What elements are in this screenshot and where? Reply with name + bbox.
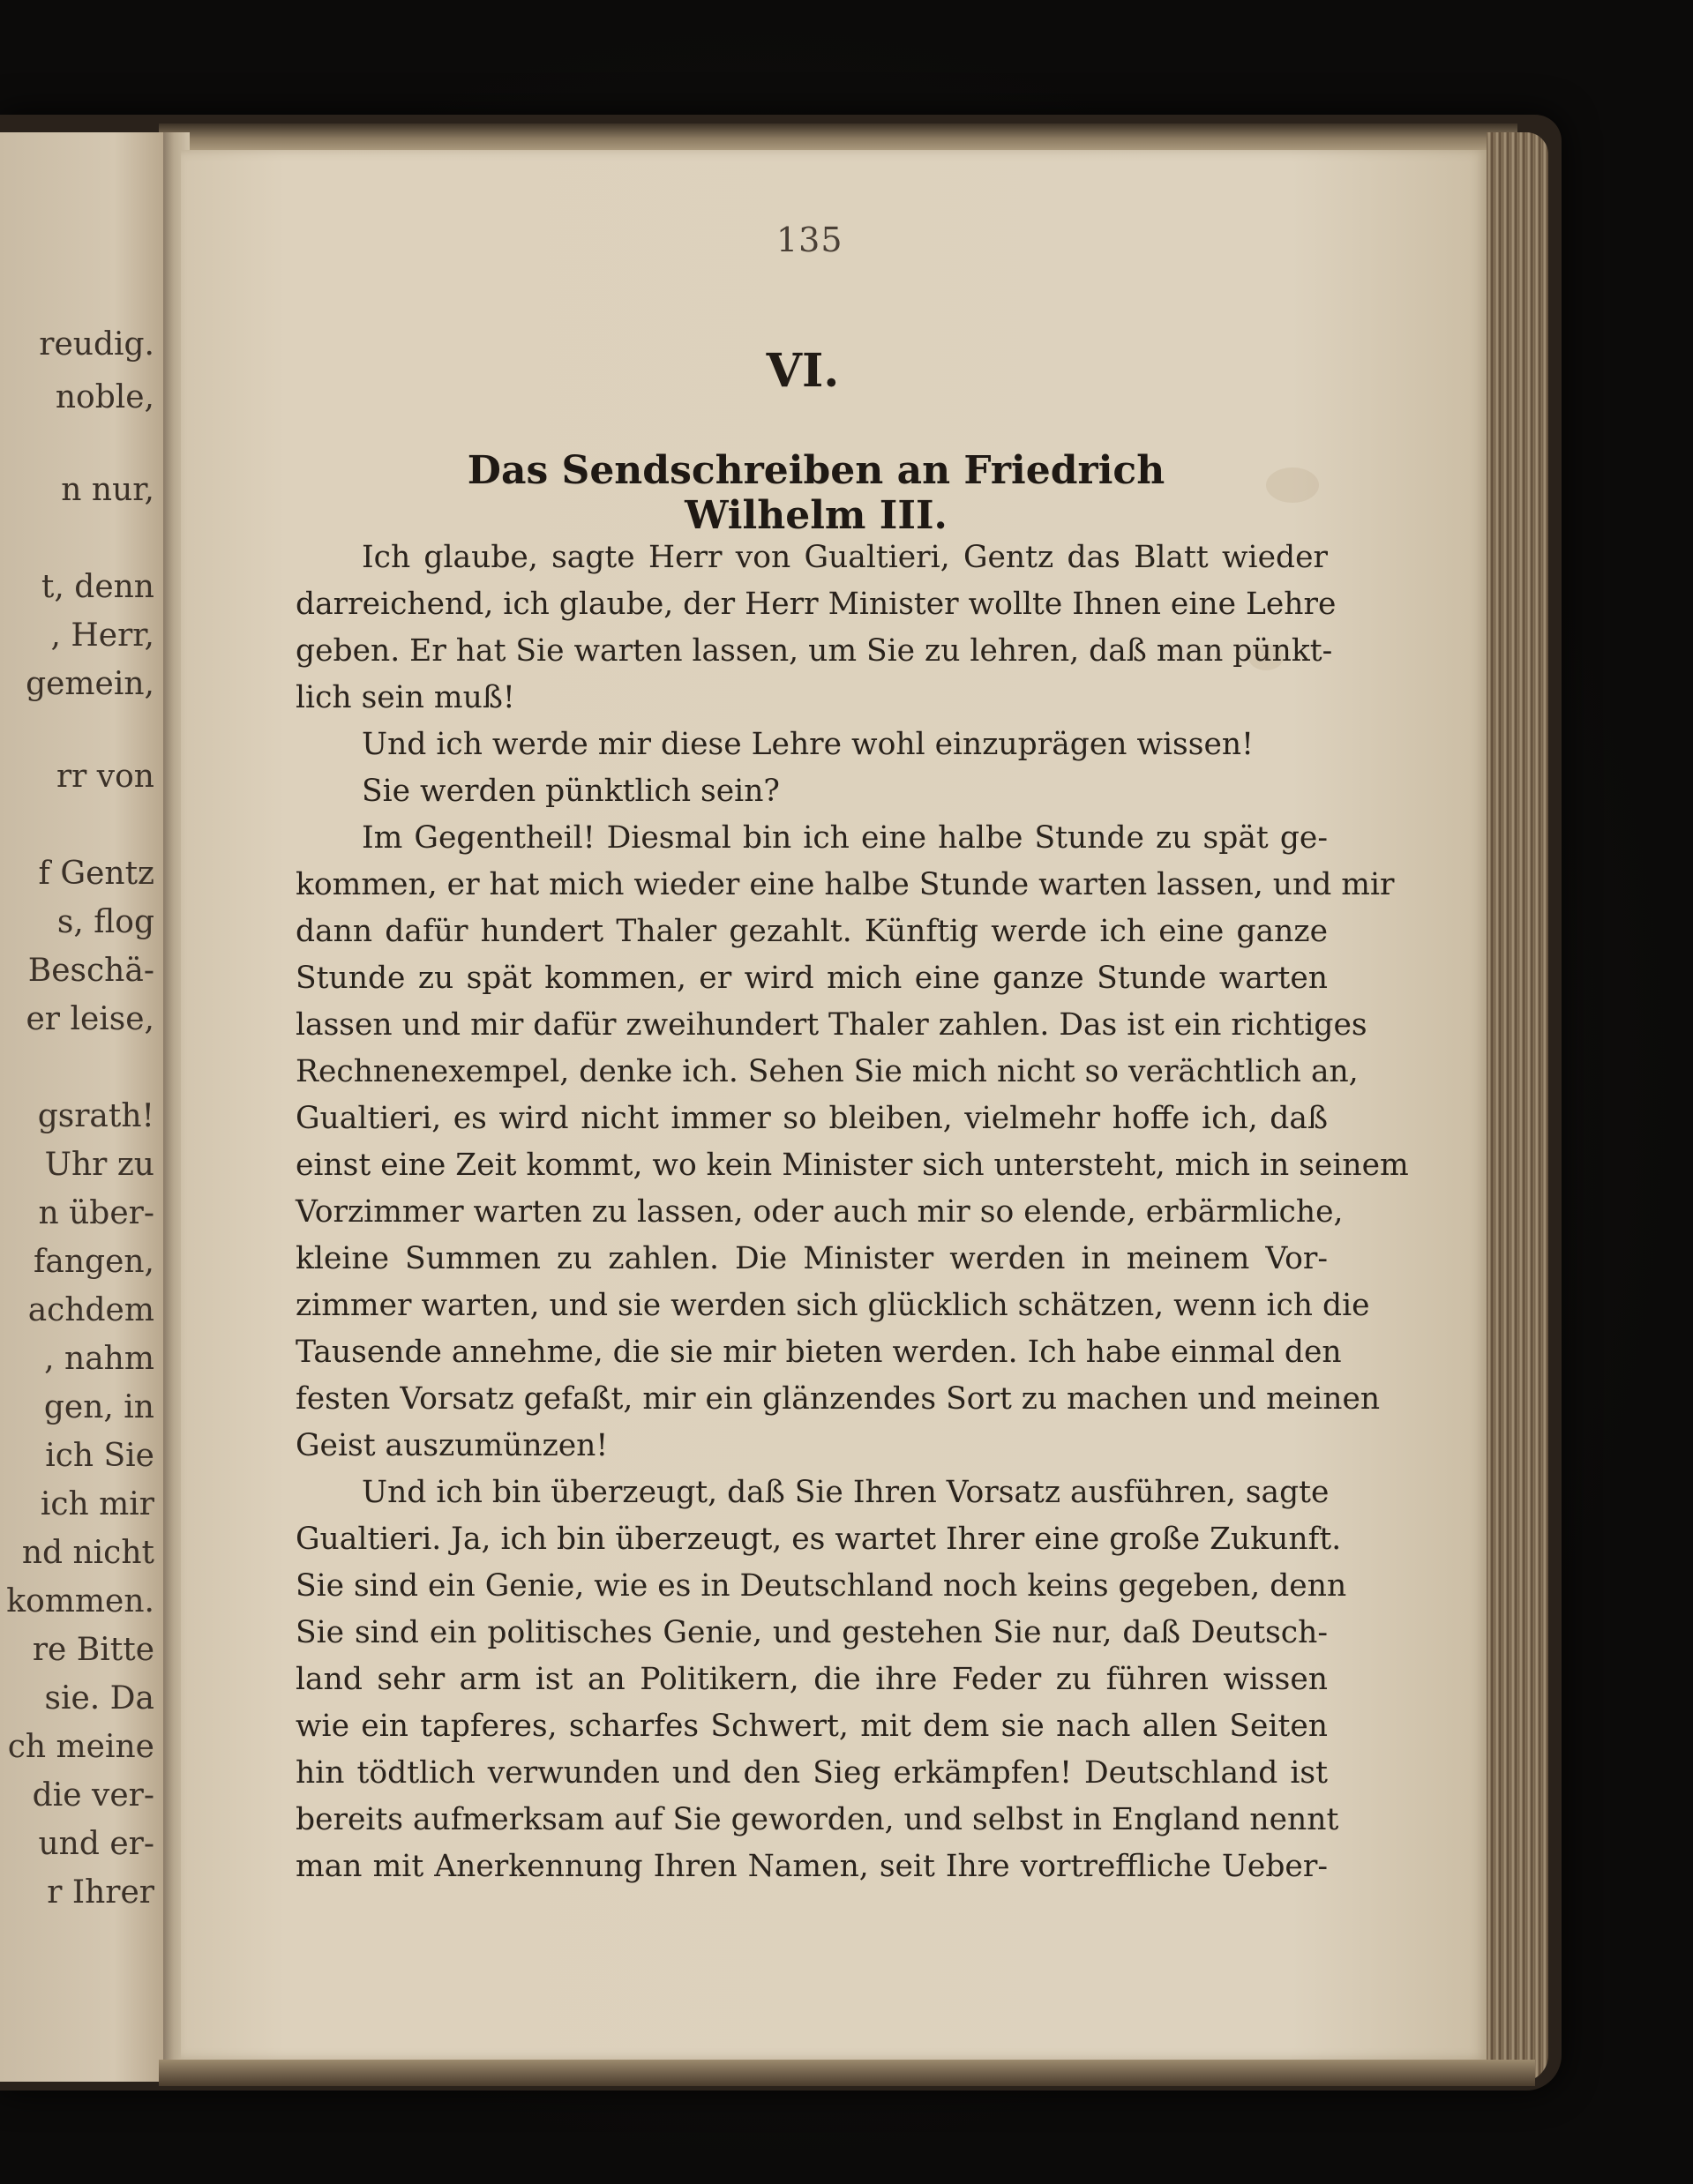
left-page-line: ch meine [7,1729,154,1765]
text-line: Und ich bin überzeugt, daß Sie Ihren Vorsatz ausführen, sagte [362,1475,1330,1510]
text-line: Stunde zu spät kommen, er wird mich eine ganze Stunde warten [296,961,1328,996]
left-page-line: re Bitte [32,1632,154,1668]
left-page-line: n über- [38,1195,154,1231]
left-page-line: , Herr, [50,617,154,654]
text-line: Sie sind ein politisches Genie, und gestehen Sie nur, daß Deutsch- [296,1615,1328,1650]
text-line: Gualtieri, es wird nicht immer so bleiben, vielmehr hoffe ich, daß [296,1101,1328,1136]
text-line: lassen und mir dafür zweihundert Thaler zahlen. Das ist ein richtiges [296,1007,1367,1043]
left-page-line: n nur, [61,472,154,508]
text-line: festen Vorsatz gefaßt, mir ein glänzendes Sort zu machen und meinen [296,1381,1381,1417]
left-page-line: achdem [27,1292,154,1328]
left-page-line: Uhr zu [44,1147,154,1183]
left-page-line: Beschä- [27,953,154,989]
text-line: Im Gegentheil! Diesmal bin ich eine halbe Stunde zu spät ge- [362,820,1328,856]
left-page-line: noble, [55,379,154,415]
text-line: Geist auszumünzen! [296,1428,609,1463]
left-page-line: r Ihrer [47,1874,154,1911]
left-page-line: ich Sie [45,1438,154,1474]
text-line: darreichend, ich glaube, der Herr Minister wollte Ihnen eine Lehre [296,587,1337,622]
text-line: Sie werden pünktlich sein? [362,774,780,809]
left-page-line: ich mir [40,1486,154,1522]
text-line: land sehr arm ist an Politikern, die ihre Feder zu führen wissen [296,1662,1328,1697]
text-line: Sie sind ein Genie, wie es in Deutschland noch keins gegeben, denn [296,1568,1347,1604]
text-line: lich sein muß! [296,680,515,715]
text-line: zimmer warten, und sie werden sich glücklich schätzen, wenn ich die [296,1288,1370,1323]
left-page-line: die ver- [32,1777,154,1814]
text-line: man mit Anerkennung Ihren Namen, seit Ihre vortreffliche Ueber- [296,1849,1328,1884]
left-page-line: fangen, [34,1244,154,1280]
left-page-line: reudig. [39,326,154,363]
book-fore-edge [1487,132,1548,2082]
text-line: geben. Er hat Sie warten lassen, um Sie zu lehren, daß man pünkt- [296,633,1333,669]
left-page-line: kommen. [6,1583,154,1619]
text-line: Ich glaube, sagte Herr von Gualtieri, Gentz das Blatt wieder [362,540,1328,575]
text-line: wie ein tapferes, scharfes Schwert, mit dem sie nach allen Seiten [296,1709,1328,1744]
left-page-line: gsrath! [37,1098,154,1134]
text-line: einst eine Zeit kommt, wo kein Minister sich untersteht, mich in seinem [296,1148,1409,1183]
text-line: Gualtieri. Ja, ich bin überzeugt, es wartet Ihrer eine große Zukunft. [296,1522,1342,1557]
left-page-line: und er- [38,1826,154,1862]
text-line: bereits aufmerksam auf Sie geworden, und selbst in England nennt [296,1802,1339,1837]
page-number: 135 [776,221,843,259]
chapter-title: Das Sendschreiben an Friedrich Wilhelm III. [467,448,1165,538]
left-page-line: nd nicht [21,1535,154,1571]
left-page-line: , nahm [44,1341,154,1377]
text-line: dann dafür hundert Thaler gezahlt. Künftig werde ich eine ganze [296,914,1328,949]
left-page-line: rr von [56,759,154,795]
left-page [0,132,163,2082]
paper-stain [1266,467,1319,503]
text-line: hin tödtlich verwunden und den Sieg erkämpfen! Deutschland ist [296,1755,1328,1791]
left-page-line: sie. Da [44,1680,154,1717]
left-page-line: er leise, [26,1001,154,1037]
left-page-line: gen, in [43,1389,154,1425]
left-page-line: s, flog [56,904,154,940]
left-page-line: gemein, [26,666,154,702]
text-line: kleine Summen zu zahlen. Die Minister werden in meinem Vor- [296,1241,1328,1276]
left-page-line: t, denn [41,569,154,605]
chapter-numeral: VI. [766,344,840,398]
text-line: Tausende annehme, die sie mir bieten werden. Ich habe einmal den [296,1335,1342,1370]
text-line: Und ich werde mir diese Lehre wohl einzuprägen wissen! [362,727,1254,762]
text-line: Rechnenexempel, denke ich. Sehen Sie mich nicht so verächtlich an, [296,1054,1359,1089]
book-bottom-edge [159,2060,1535,2086]
left-page-line: f Gentz [38,856,154,892]
text-line: Vorzimmer warten zu lassen, oder auch mir so elende, erbärmliche, [296,1194,1344,1230]
text-line: kommen, er hat mich wieder eine halbe Stunde warten lassen, und mir [296,867,1395,902]
